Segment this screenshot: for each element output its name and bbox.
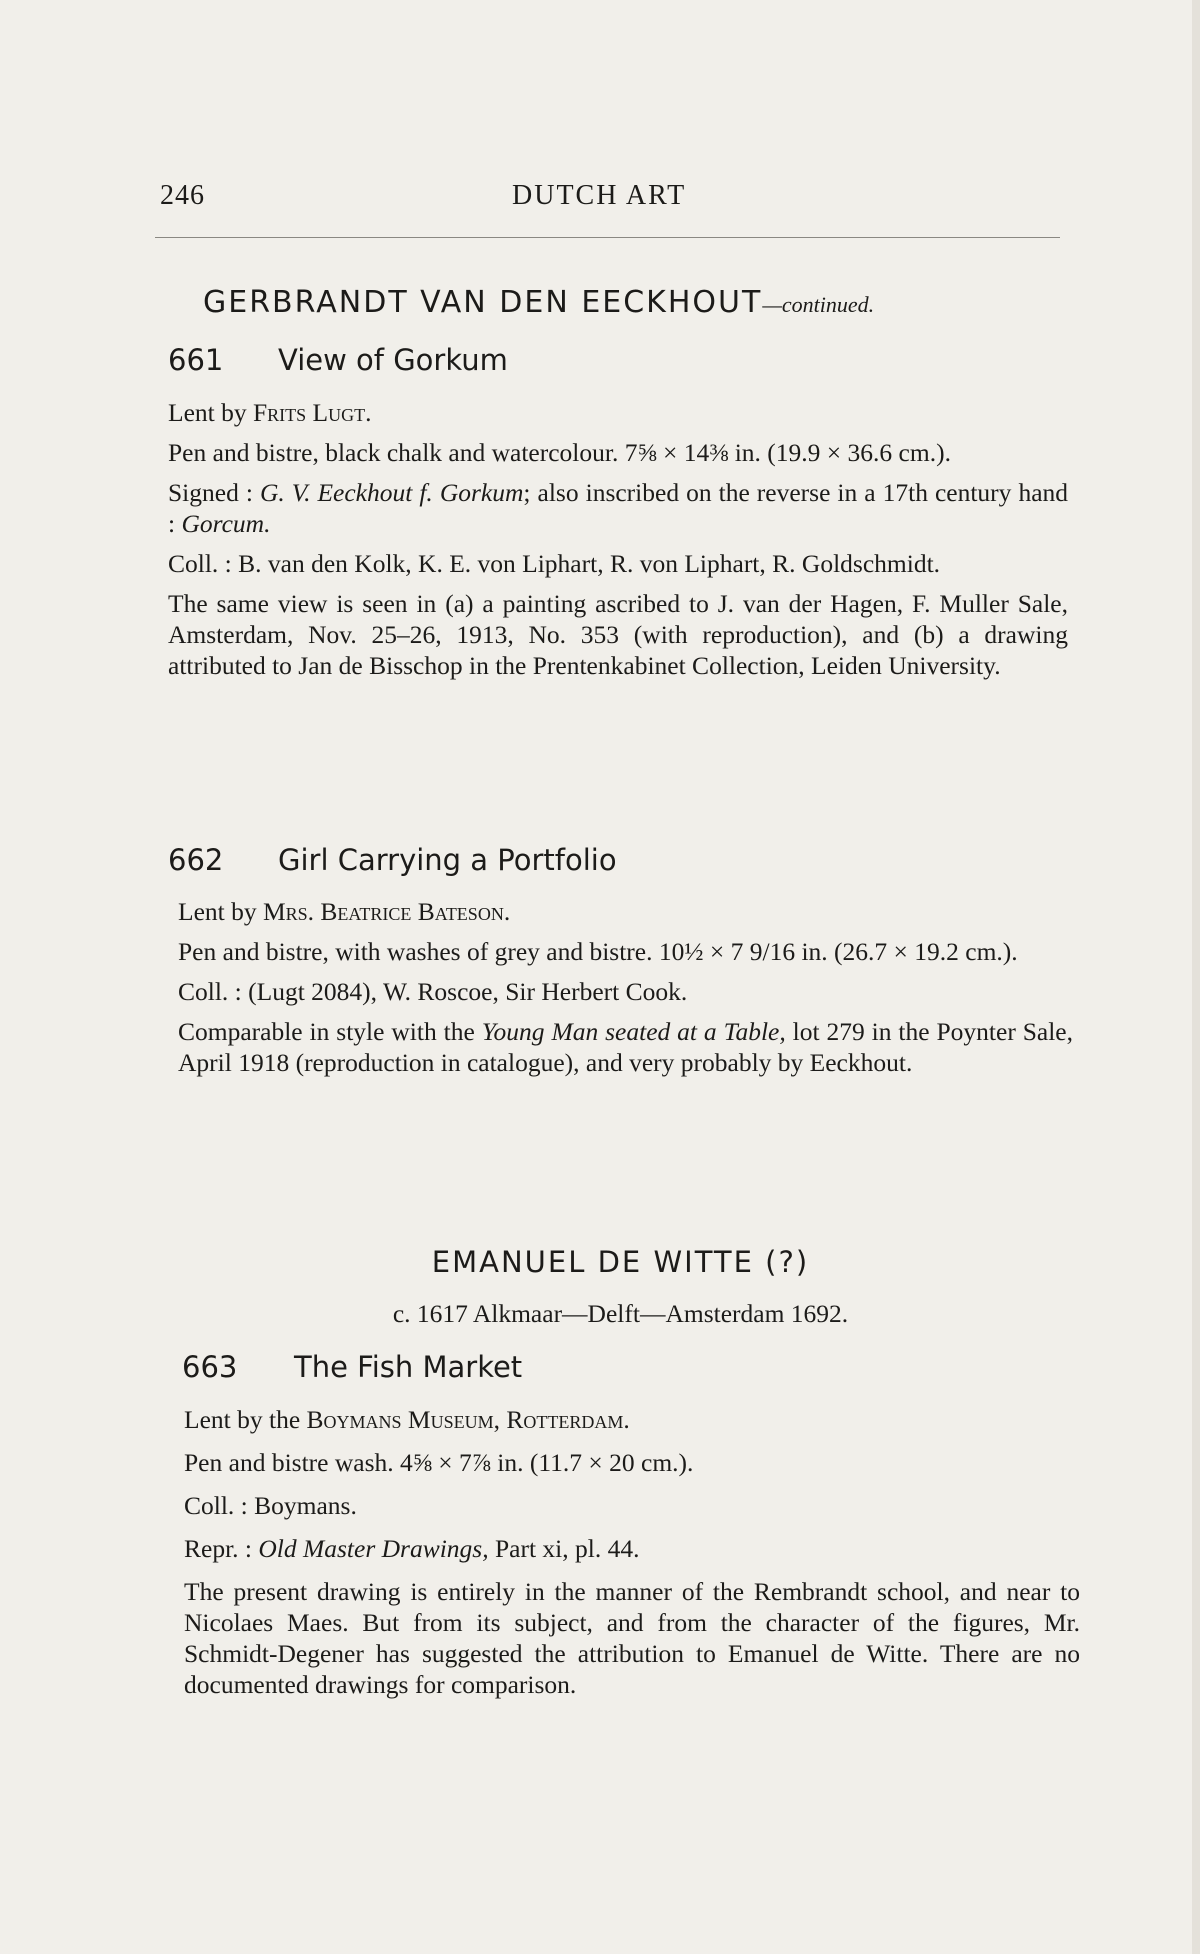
entry-number: 662 bbox=[168, 843, 224, 877]
note-paragraph: The present drawing is entirely in the manner of the Rembrandt school, and near to Nicolaes Maes. But from its subject, and from the character of the figures, Mr. Schmidt-Degener has suggested the attribution to Emanuel de Witte. There are no documented drawings for comparison. bbox=[184, 1577, 1080, 1699]
entry-662-title bbox=[168, 843, 1073, 877]
continued-label: —continued. bbox=[762, 292, 875, 317]
artist-heading-eeckhout bbox=[203, 285, 1108, 320]
lent-by-line: Lent by Frits Lugt. bbox=[168, 398, 372, 427]
entry-661-title bbox=[168, 343, 1073, 377]
note-paragraph: The same view is seen in (a) a painting ascribed to J. van der Hagen, F. Muller Sale, Amsterdam, Nov. 25–26, 1913, No. 353 (with reproduction), and (b) a drawing attributed to Jan de Bisschop in the Prentenkabinet Collection, Leiden University. bbox=[168, 589, 1068, 680]
note-paragraph: Comparable in style with the Young Man seated at a Table, lot 279 in the Poynter Sale, April 1918 (reproduction in catalogue), and very probably by Eeckhout. bbox=[178, 1017, 1074, 1077]
entry-663-title bbox=[182, 1350, 1087, 1384]
entry-title-text: The Fish Market bbox=[294, 1350, 523, 1384]
medium-line: Pen and bistre, with washes of grey and bistre. 10½ × 7 9/16 in. (26.7 × 19.2 cm.). bbox=[178, 937, 1018, 966]
page-number: 246 bbox=[160, 180, 205, 211]
entry-663-body bbox=[184, 1404, 1080, 1700]
medium-line: Pen and bistre wash. 4⅝ × 7⅞ in. (11.7 × 20 cm.). bbox=[184, 1448, 694, 1477]
entry-number: 663 bbox=[182, 1350, 238, 1384]
artist-name: GERBRANDT VAN DEN EECKHOUT bbox=[203, 285, 763, 320]
running-title: DUTCH ART bbox=[512, 180, 687, 211]
entry-662-body bbox=[178, 896, 1073, 1078]
reproduction-line: Repr. : Old Master Drawings, Part xi, pl. 44. bbox=[184, 1534, 640, 1563]
collection-line: Coll. : (Lugt 2084), W. Roscoe, Sir Herbert Cook. bbox=[178, 977, 688, 1006]
header-rule bbox=[155, 237, 1060, 238]
page-spine-shadow bbox=[1192, 0, 1200, 1954]
lent-by-line: Lent by Mrs. Beatrice Bateson. bbox=[178, 897, 511, 926]
medium-line: Pen and bistre, black chalk and watercolour. 7⅝ × 14⅜ in. (19.9 × 36.6 cm.). bbox=[168, 438, 951, 467]
entry-title-text: View of Gorkum bbox=[278, 343, 508, 377]
collection-line: Coll. : B. van den Kolk, K. E. von Liphart, R. von Liphart, R. Goldschmidt. bbox=[168, 549, 941, 578]
lent-by-line: Lent by the Boymans Museum, Rotterdam. bbox=[184, 1405, 630, 1434]
entry-number: 661 bbox=[168, 343, 224, 377]
collection-line: Coll. : Boymans. bbox=[184, 1491, 357, 1520]
entry-661-body bbox=[168, 397, 1068, 681]
artist-dates: c. 1617 Alkmaar—Delft—Amsterdam 1692. bbox=[392, 1299, 849, 1328]
entry-title-text: Girl Carrying a Portfolio bbox=[278, 843, 617, 877]
artist-heading-de-witte: EMANUEL DE WITTE (?) bbox=[431, 1245, 810, 1279]
signed-line: Signed : G. V. Eeckhout f. Gorkum; also inscribed on the reverse in a 17th century hand : Gorcum. bbox=[168, 478, 1069, 538]
page-header bbox=[160, 180, 1060, 220]
